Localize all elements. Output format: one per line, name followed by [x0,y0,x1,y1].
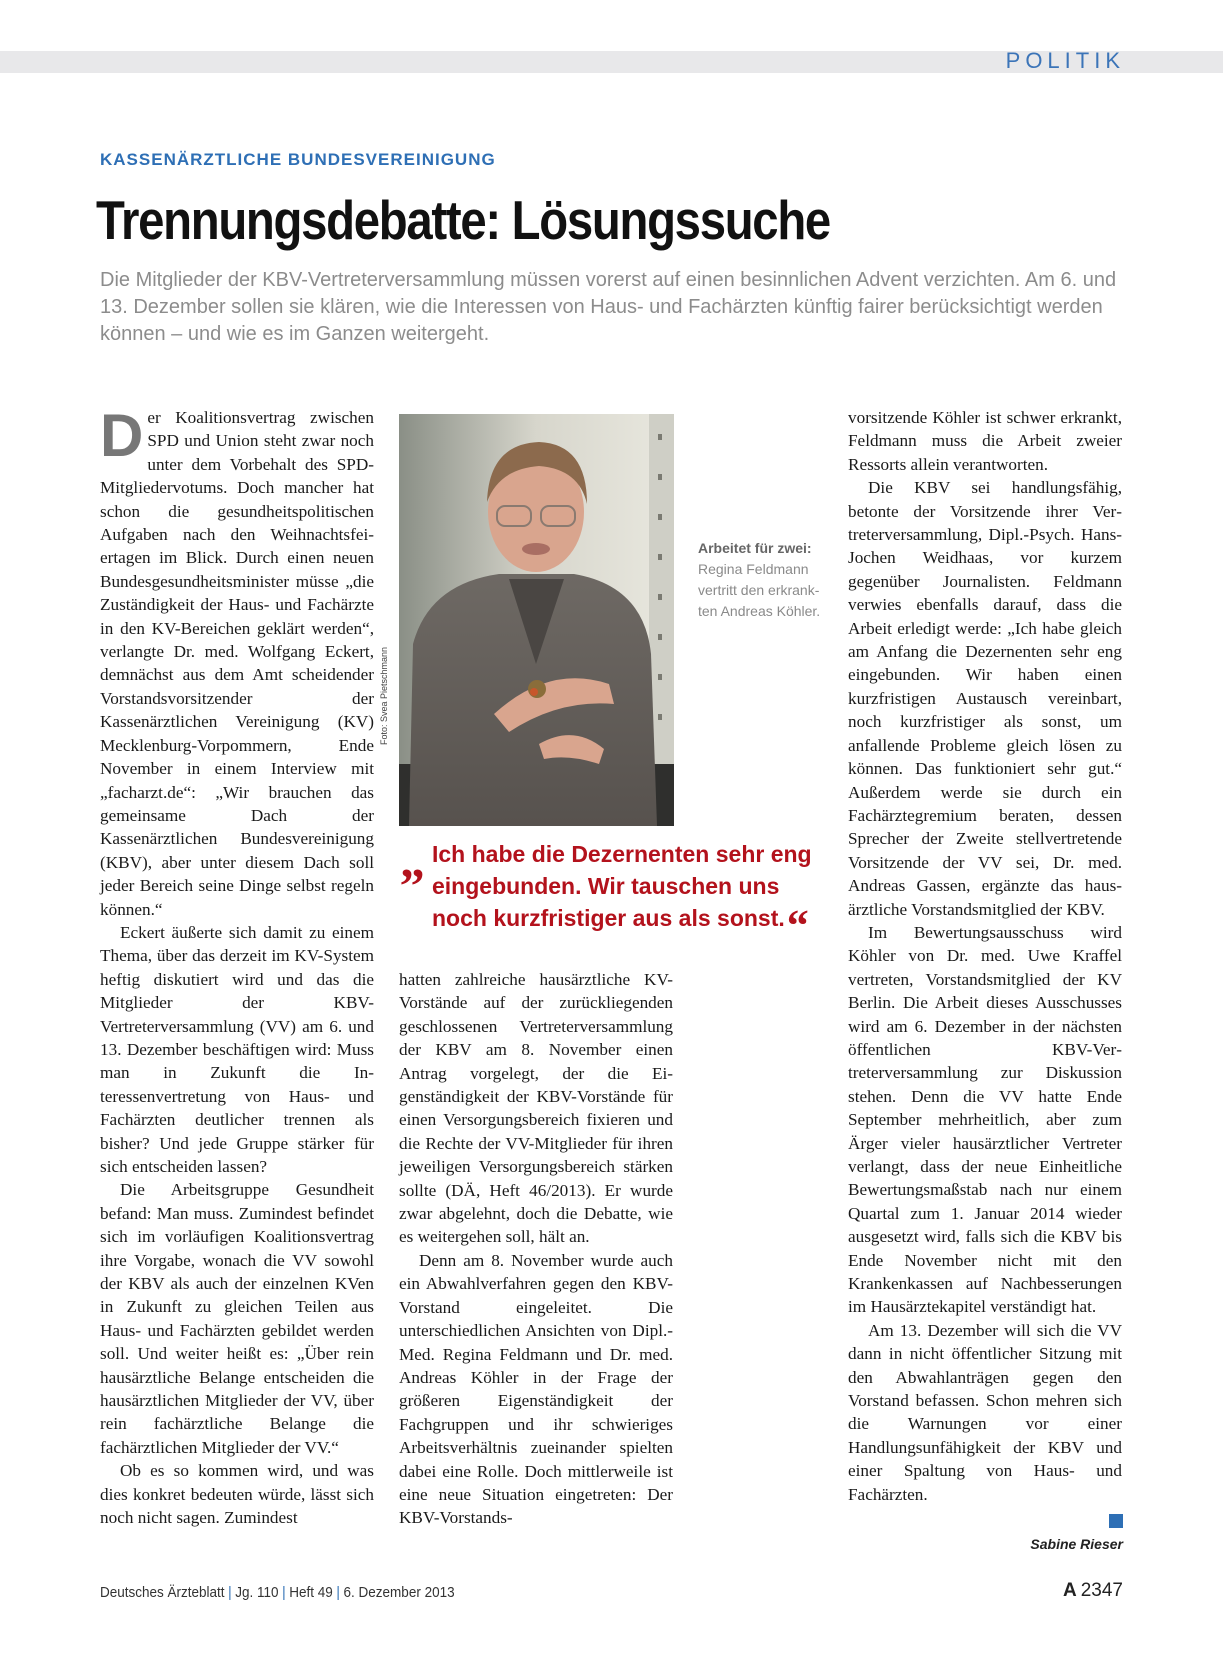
issue-date: 6. Dezember 2013 [343,1584,455,1601]
article-lead [100,267,1120,348]
paragraph: Eckert äußerte sich damit zu einem Thema, über das derzeit im KV-System heftig diskutiert wird und das die Mitglieder der KBV-Vertreterversammlung (VV) am 6. und 13. Dezember beschäftigen wird: Muss man in Zukunft die Interessenvertretung von Haus- und Fachärzten deutlicher trennen als bisher? Und jede Gruppe stärker für sich entscheiden lassen? [100,922,374,1176]
page-number [1063,1580,1123,1602]
paragraph: hatten zahlreiche hausärztliche KV-Vorstände auf der zurückliegenden geschlossenen Vertreterversammlung der KBV am 8. November einen Antrag vorgelegt, der die Eigenständigkeit der KBV-Vorstände für einen Versorgungsbereich fixieren und die Rechte der VV-Mitglieder für ihren jeweiligen Versorgungsbereich stärken sollte (DÄ, Heft 46/2013). Er wurde zwar abgelehnt, doch die Debatte, wie es weitergehen soll, hält an. [399,970,673,1247]
drop-cap: D [100,402,144,469]
text-column-3 [848,406,1122,1506]
page-prefix: A [1062,1580,1077,1601]
lead-text: Die Mitglieder der KBV-Vertreterversammlung müssen vorerst auf einen besinnlichen Advent verzichten. Am 6. und 13. Dezember sollen sie klären, wie die Interessen von Haus- und Fachärzten künftig fairer berücksichtigt werden können – und wie es im Ganzen weitergeht. [100,269,1117,345]
text-column-2 [399,968,673,1530]
caption-text: Regina Feldmann vertritt den erkrankten Andreas Köhler. [698,561,821,619]
page-number-value: 2347 [1080,1580,1123,1601]
caption-title: Arbeitet für zwei: [698,540,812,556]
journal-name: Deutsches Ärzteblatt [100,1584,225,1601]
pull-quote [400,832,840,950]
paragraph: Denn am 8. November wurde auch ein Abwahlverfahren gegen den KBV-Vorstand eingeleitet. Die unterschiedlichen Ansichten von Dipl.-Med. Regina Feldmann und Dr. med. Andreas Köhler in der Frage der größeren Eigenständigkeit der Fachgruppen und ihr schwieriges Arbeitsverhältnis zueinander spielten dabei eine Rolle. Doch mittlerweile ist eine neue Situation eingetreten: Der KBV-Vorstands- [399,1250,673,1528]
page-footer [100,1584,455,1601]
article-kicker: KASSENÄRZTLICHE BUNDESVEREINIGUNG [100,150,496,169]
quote-text: Ich habe die Dezernenten sehr eng eingebunden. Wir tauschen uns noch kurzfristiger aus als sonst. [432,841,812,931]
portrait-photo [399,414,674,826]
footer-separator: | [336,1584,340,1601]
author-byline: Sabine Rieser [1030,1536,1123,1552]
photo-caption [698,538,828,622]
section-label: POLITIK [1005,48,1125,73]
article-end-marker [1109,1514,1123,1528]
footer-separator: | [228,1584,232,1601]
paragraph-text: er Koalitionsvertrag zwischen SPD und Union steht zwar noch unter dem Vorbehalt des SPD-Mitgliedervotums. Doch mancher hat schon die gesundheitspolitischen Aufgaben nach den Weihnachtsfeiertagen im Blick. Durch einen neuen Bundesgesundheitsminister müsse „die Zuständigkeit der Haus- und Fachärzte in den KV-Bereichen geklärt werden“, verlangte Dr. med. Wolfgang Eckert, demnächst aus dem Amt scheidender Vorstandsvorsitzender der Kassenärztlichen Vereinigung (KV) Mecklenburg-Vorpommern, Ende November in einem Interview mit „facharzt.de“: „Wir brauchen das gemeinsame Dach der Kassenärztlichen Bundesvereinigung (KBV), aber unter diesem Dach soll jeder Bereich seine Dinge selbst regeln können.“ [100,408,374,919]
quote-close-mark: “ [786,901,809,950]
paragraph: Am 13. Dezember will sich die VV dann in nicht öffentlicher Sitzung mit den Abwahlanträgen gegen den Vorstand befassen. Schon mehren sich die Warnungen vor einer Handlungsunfähigkeit der KBV und einer Spaltung von Haus- und Fachärzten. [848,1320,1122,1504]
paragraph: Ob es so kommen wird, und was dies konkret bedeuten würde, lässt sich noch nicht sagen. Zumindest [100,1461,374,1528]
footer-separator: | [282,1584,286,1601]
paragraph: Die KBV sei handlungsfähig, betonte der Vorsitzende ihrer Vertreterversammlung, Dipl.-Psych. Hans-Jochen Weidhaas, vor kurzem gegenüber Journalisten. Feldmann verwies ebenfalls darauf, dass die Arbeit erledigt werde: „Ich habe gleich am Anfang die Dezernenten sehr eng eingebunden. Wir haben einen kurzfristigen Austausch vereinbart, noch kurzfristiger als sonst, um anfallende Probleme gleich lösen zu können. Das funktioniert sehr gut.“ Außerdem werde sie durch ein Fachärztegremium beraten, dessen Sprecher der Zweite stellvertretende Vorsitzende der VV sei, Dr. med. Andreas Gassen, ergänzte das hausärztliche Vorstandsmitglied der KBV. [848,478,1122,919]
paragraph: Im Bewertungsausschuss wird Köhler von Dr. med. Uwe Kraffel vertreten, Vorstandsmitglied der KV Berlin. Die Arbeit dieses Ausschusses wird am 6. Dezember in der nächsten öffentlichen KBV-Vertreterversammlung zur Diskussion stehen. Denn die VV hatte Ende September mehrheitlich, aber zum Ärger vieler hausärztlicher Vertreter verlangt, dass der neue Einheitliche Bewertungsmaßstab nach nur einem Quartal zum 1. Januar 2014 wieder ausgesetzt wird, falls sich die KBV bis Ende November nicht mit den Krankenkassen auf Nachbesserungen im Hausärztekapitel verständigt hat. [848,922,1122,1317]
photo-credit: Foto: Svea Pietschmann [379,646,389,745]
journal-issue: Heft 49 [289,1584,333,1601]
paragraph [100,402,374,921]
article-headline: Trennungsdebatte: Lösungssuche [96,189,830,251]
journal-volume: Jg. 110 [235,1584,279,1601]
paragraph: vorsitzende Köhler ist schwer erkrankt, Feldmann muss die Arbeit zweier Ressorts allein verantworten. [848,408,1122,474]
paragraph: Die Arbeitsgruppe Gesundheit befand: Man muss. Zumindest befindet sich im vorläufigen Koalitionsvertrag ihre Vorgabe, wonach die VV sowohl der KBV als auch der einzelnen KVen in Zukunft zu gleichen Teilen aus Haus- und Fachärzten gebildet werden soll. Und weiter heißt es: „Über rein hausärztliche Belange entscheiden die hausärztlichen Mitglieder der VV, über rein fachärztliche Belange die fachärztlichen Mitglieder der VV.“ [100,1180,374,1457]
quote-open-mark: „ [400,832,425,888]
text-column-1 [100,402,374,1530]
